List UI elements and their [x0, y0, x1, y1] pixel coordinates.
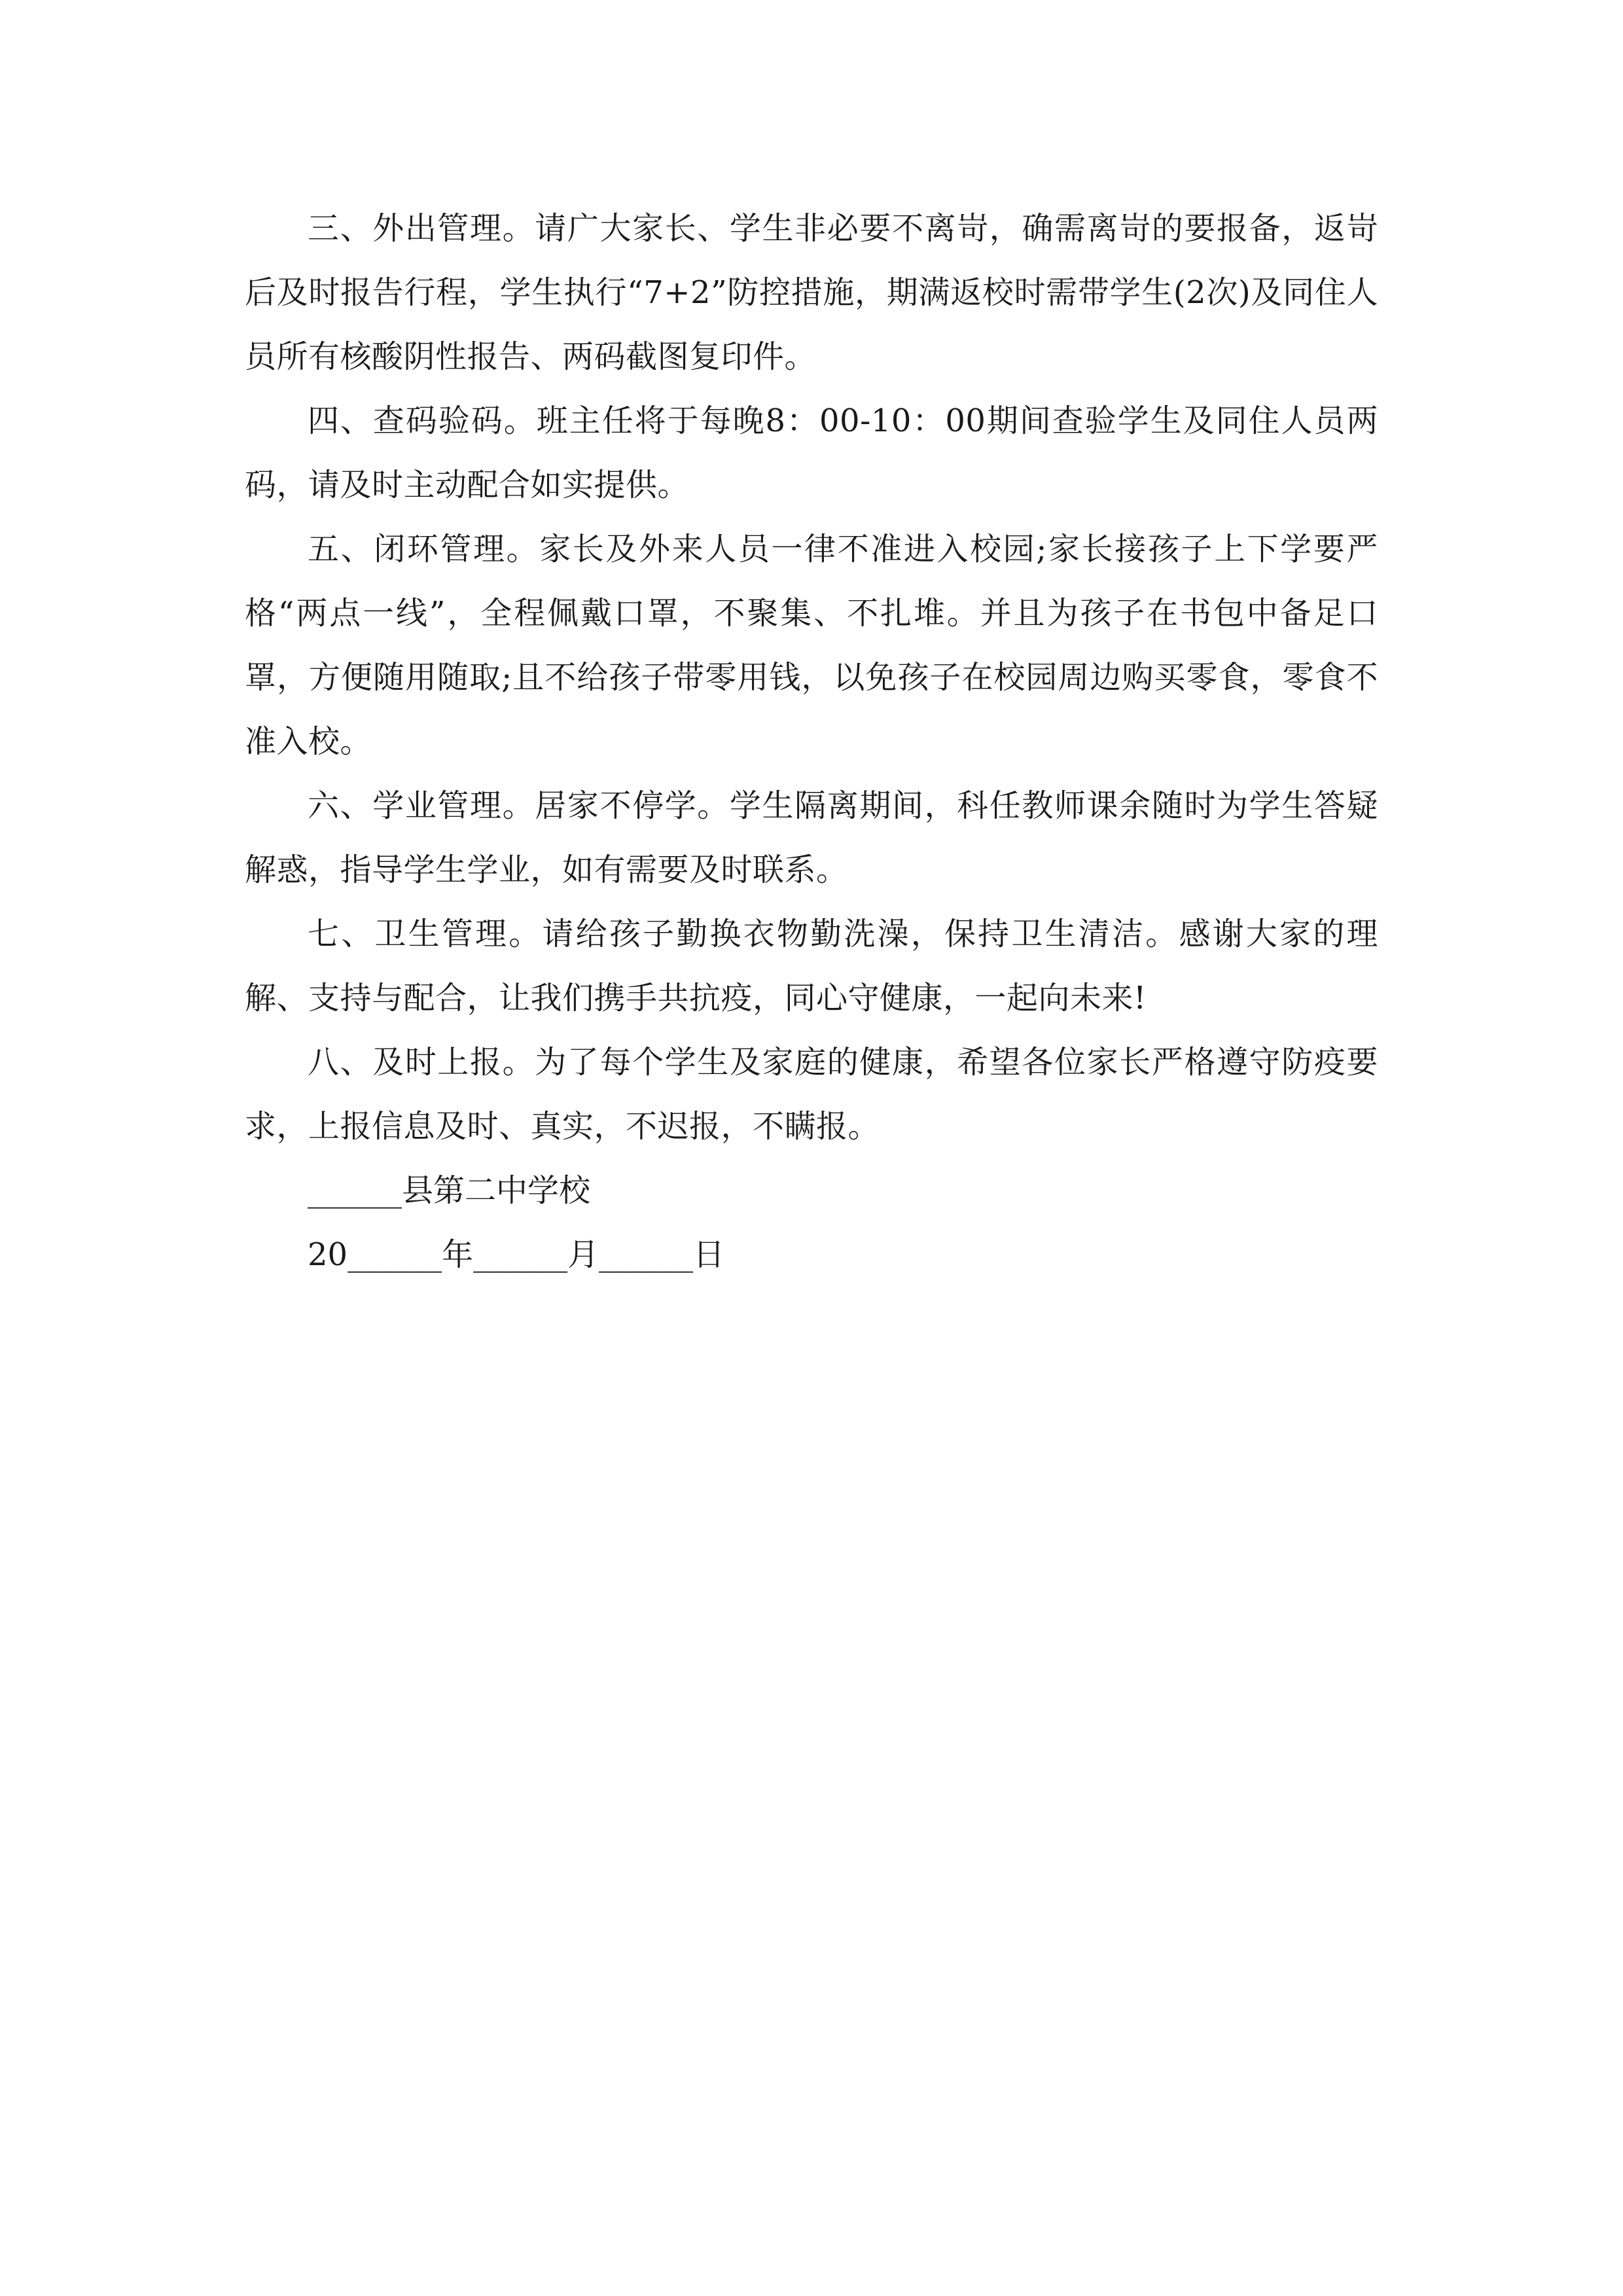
paragraph-closed-loop-management: 五、闭环管理。家长及外来人员一律不准进入校园;家长接孩子上下学要严格“两点一线”，全程佩戴口罩，不聚集、不扎堆。并且为孩子在书包中备足口罩，方便随用随取;且不给孩子带零用钱，以免孩子在校园周边购买零食，零食不准入校。 — [245, 531, 1378, 760]
signature-school: ______县第二中学校 — [308, 1172, 591, 1209]
paragraph-study-management: 六、学业管理。居家不停学。学生隔离期间，科任教师课余随时为学生答疑解惑，指导学生学业，如有需要及时联系。 — [245, 787, 1378, 888]
paragraph-timely-reporting: 八、及时上报。为了每个学生及家庭的健康，希望各位家长严格遵守防疫要求，上报信息及时、真实，不迟报，不瞒报。 — [245, 1044, 1378, 1145]
document-body — [245, 196, 1378, 1287]
paragraph-outing-management: 三、外出管理。请广大家长、学生非必要不离岢，确需离岢的要报备，返岢后及时报告行程，学生执行“7+2”防控措施，期满返校时需带学生(2次)及同住人员所有核酸阴性报告、两码截图复印件。 — [245, 210, 1378, 375]
signature-date: 20______年______月______日 — [308, 1236, 725, 1273]
paragraph-hygiene-management: 七、卫生管理。请给孩子勤换衣物勤洗澡，保持卫生清洁。感谢大家的理解、支持与配合，让我们携手共抗疫，同心守健康，一起向未来! — [245, 916, 1378, 1016]
paragraph-code-check: 四、查码验码。班主任将于每晚8：00-10：00期间查验学生及同住人员两码，请及时主动配合如实提供。 — [245, 403, 1378, 503]
